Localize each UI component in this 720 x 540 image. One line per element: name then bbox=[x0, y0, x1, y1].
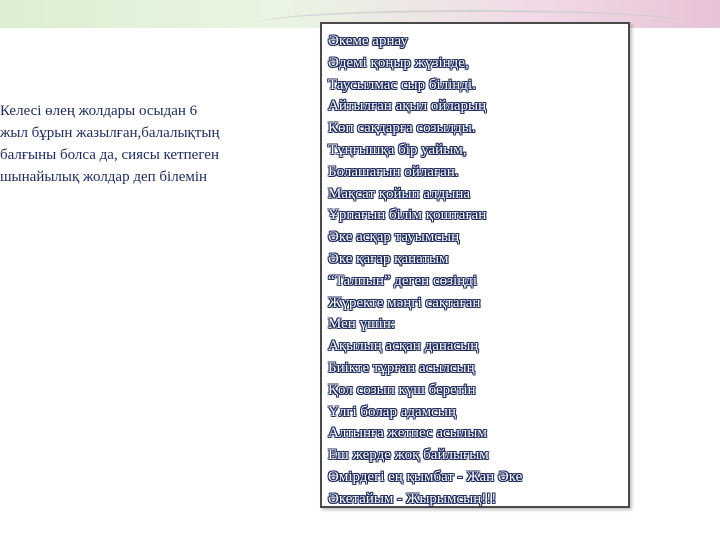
poem-line: Еш жерде жоқ байлығым bbox=[328, 447, 489, 464]
poem-title: Әкеме арнау bbox=[328, 33, 408, 49]
poem-line: Ақылың асқан данасың bbox=[328, 338, 479, 355]
intro-line: шынайылық жолдар деп білемін bbox=[0, 169, 208, 185]
poem-line: Әкетайым - Жырымсың!!! bbox=[328, 490, 497, 507]
intro-line: жыл бұрын жазылған,балалықтың bbox=[0, 125, 220, 141]
poem-lines bbox=[328, 31, 624, 511]
poem-line: Әке қағар қанатым bbox=[328, 250, 449, 267]
intro-line: балғыны болса да, сиясы кетпеген bbox=[0, 147, 219, 163]
intro-line: Келесі өлең жолдары осыдан 6 bbox=[0, 103, 198, 119]
poem-box bbox=[320, 22, 630, 508]
poem-line: Ұрпағын білім қоштаған bbox=[328, 207, 487, 224]
poem-line: Әке асқар тауымсың bbox=[328, 229, 460, 246]
poem-line: Мақсат қойып алдына bbox=[328, 185, 471, 202]
poem-line: Қол созып күш беретін bbox=[328, 381, 476, 398]
poem-line: Алтынға жетпес асылым bbox=[328, 425, 487, 442]
poem-line: Таусылмас сыр білінді. bbox=[328, 76, 476, 93]
poem-line: Үлгі болар адамсың bbox=[328, 403, 456, 420]
poem-line: Өмірдегі ең қымбат - Жан Әке bbox=[328, 468, 523, 485]
poem-line: Жүректе мәңгі сақтаған bbox=[328, 294, 481, 311]
poem-line: “Талпын” деген сөзіңді bbox=[328, 272, 478, 289]
poem-line: Айтылған ақыл ойларың bbox=[328, 98, 487, 115]
poem-line: Мен үшін: bbox=[328, 316, 395, 333]
poem-line: Әдемі қоңыр жүзінде, bbox=[328, 54, 469, 71]
poem-line: Көп сақдарға созылды. bbox=[328, 120, 476, 137]
poem-line: Тұңғышқа бір уайым, bbox=[328, 141, 467, 158]
intro-text bbox=[0, 100, 270, 188]
poem-line: Биікте тұрған асылсың bbox=[328, 359, 475, 376]
poem-line: Болашағын ойлаған. bbox=[328, 163, 459, 180]
